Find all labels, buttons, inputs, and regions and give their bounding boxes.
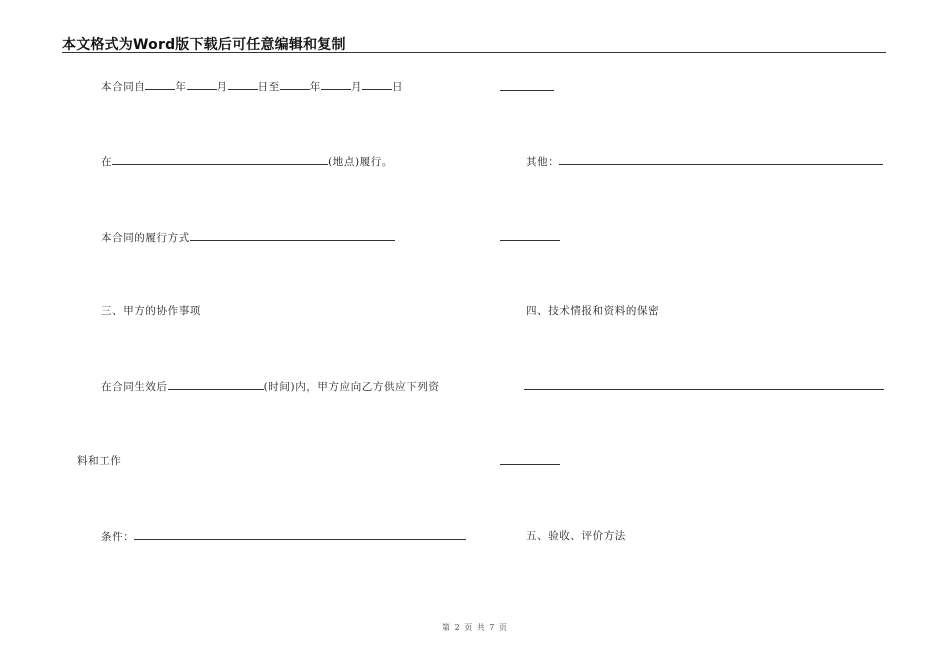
blank-line xyxy=(500,464,560,465)
section-five-heading: 五、验收、评价方法 xyxy=(526,530,626,542)
blank-line xyxy=(500,240,560,241)
contract-period-line xyxy=(101,79,403,94)
other-line xyxy=(526,154,883,169)
performance-method-line xyxy=(101,230,395,245)
blank-field xyxy=(280,79,310,90)
text-segment: 日 xyxy=(392,81,404,93)
cooperation-line xyxy=(101,379,440,394)
conditions-line xyxy=(101,529,466,544)
blank-field xyxy=(168,379,264,390)
blank-field xyxy=(228,79,258,90)
text-segment: 年 xyxy=(309,81,321,93)
text-segment: 其他： xyxy=(526,156,560,168)
blank-field xyxy=(112,154,328,165)
text-segment: 月 xyxy=(216,81,228,93)
document-header: 本文格式为Word版下载后可任意编辑和复制 xyxy=(62,37,346,53)
text-segment: 月 xyxy=(350,81,363,93)
location-line xyxy=(101,154,393,169)
blank-line xyxy=(524,389,884,390)
text-segment: (地点)履行。 xyxy=(328,156,394,168)
materials-line: 料和工作 xyxy=(77,455,122,467)
blank-field xyxy=(190,230,395,241)
section-three-heading: 三、甲方的协作事项 xyxy=(101,305,201,317)
text-segment: 在 xyxy=(101,156,113,168)
header-rule xyxy=(62,52,886,53)
blank-field xyxy=(134,529,466,540)
blank-field xyxy=(362,79,392,90)
text-segment: 年 xyxy=(175,81,187,93)
text-segment: 本合同自 xyxy=(101,81,146,93)
text-segment: (时间)内，甲方应向乙方供应下列资 xyxy=(263,381,440,393)
text-segment: 本合同的履行方式 xyxy=(101,232,190,244)
blank-line xyxy=(500,90,554,91)
text-segment: 日至 xyxy=(257,81,280,93)
blank-field xyxy=(321,79,351,90)
blank-field xyxy=(145,79,175,90)
text-segment: 条件： xyxy=(101,531,135,543)
blank-field xyxy=(187,79,217,90)
blank-field xyxy=(559,154,883,165)
text-segment: 在合同生效后 xyxy=(101,381,168,393)
section-four-heading: 四、技术情报和资料的保密 xyxy=(526,305,660,317)
page-number: 第 2 页 共 7 页 xyxy=(442,623,508,632)
